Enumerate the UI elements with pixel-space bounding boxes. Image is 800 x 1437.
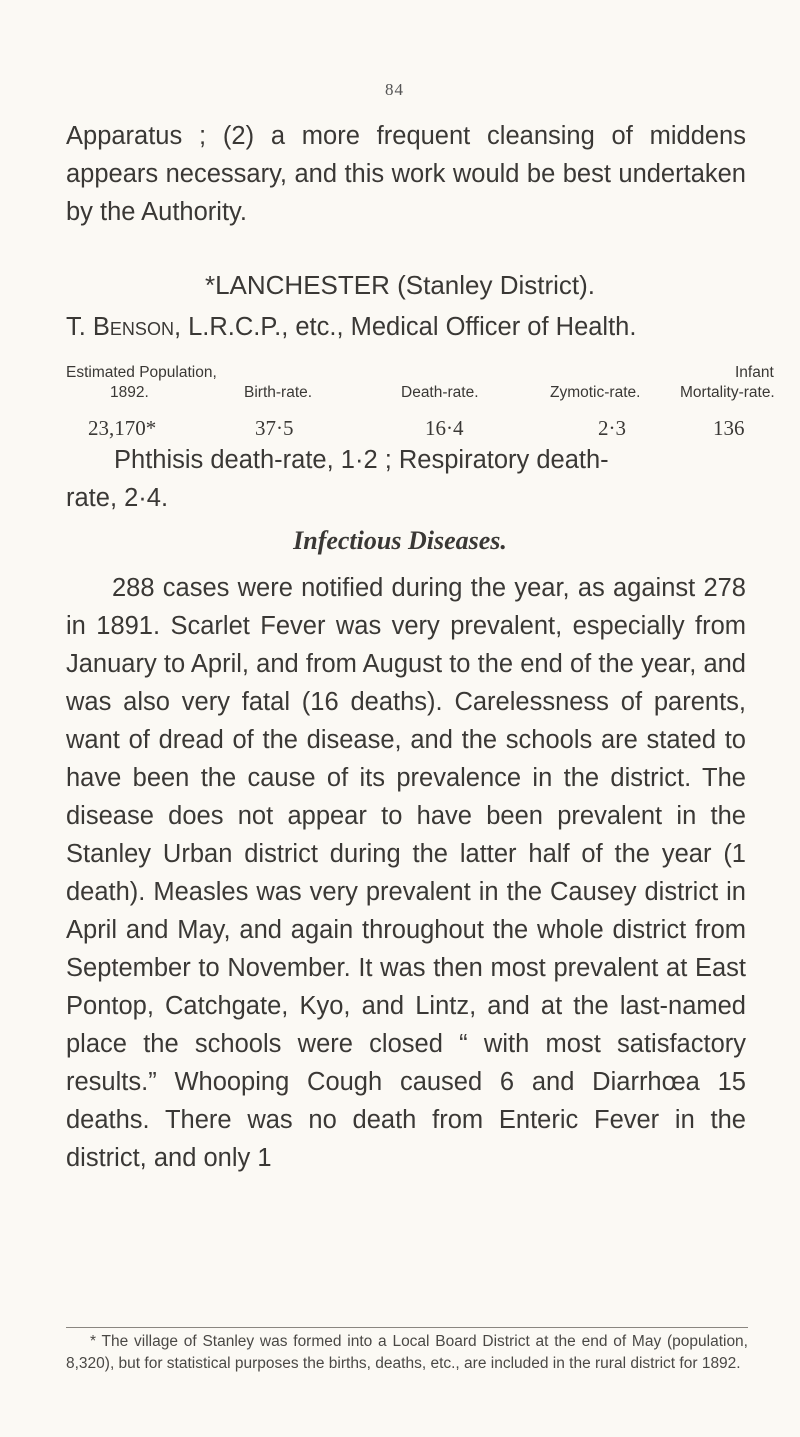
officer-title: L.R.C.P., etc., Medical Officer of Health. [181, 313, 637, 341]
vital-statistics-table [0, 364, 800, 444]
district-heading: *LANCHESTER (Stanley District). [204, 270, 596, 300]
stats-header-population-line1: Estimated Population, [66, 364, 217, 381]
officer-name: T. Benson, [66, 313, 182, 341]
intro-paragraph: Apparatus ; (2) a more frequent cleansing of middens appears necessary, and this work would be best undertaken by the Authority. [66, 122, 746, 226]
stats-value-infant-mortality: 136 [713, 416, 745, 440]
stats-header-infant-line2: Mortality-rate. [680, 384, 775, 401]
stats-value-birth-rate: 37·5 [255, 416, 294, 440]
stats-header-infant-line1: Infant [735, 364, 774, 381]
phthisis-line-1: Phthisis death-rate, 1·2 ; Respiratory death- [114, 446, 609, 474]
stats-header-death-rate: Death-rate. [401, 384, 479, 401]
page-number: 84 [385, 80, 404, 99]
stats-value-population: 23,170* [88, 416, 157, 440]
medical-officer-line [66, 313, 636, 342]
section-heading: Infectious Diseases. [293, 526, 507, 555]
stats-header-population-line2: 1892. [110, 384, 149, 401]
phthisis-line-2: rate, 2·4. [66, 484, 169, 512]
infectious-diseases-paragraph: 288 cases were notified during the year, as against 278 in 1891. Scarlet Fever was very prevalent, especially from January to April, and from August to the end of the year, and was also very fatal (16 deaths). Carelessness of parents, want of dread of the disease, and the schools are stated to have been the cause of its prevalence in the district. The disease does not appear to have been prevalent in the Stanley Urban district during the latter half of the year (1 death). Measles was very prevalent in the Causey district in April and May, and again throughout the whole district from September to November. It was then most prevalent at East Pontop, Catchgate, Kyo, and Lintz, and at the last-named place the schools were closed “ with most satisfactory results.” Whooping Cough caused 6 and Diarrhœa 15 deaths. There was no death from Enteric Fever in the district, and only 1 [66, 574, 746, 1172]
footnote-divider [66, 1327, 748, 1328]
stats-value-zymotic-rate: 2·3 [598, 416, 626, 440]
stats-header-birth-rate: Birth-rate. [244, 384, 313, 401]
stats-header-zymotic-rate: Zymotic-rate. [550, 384, 641, 401]
stats-value-death-rate: 16·4 [425, 416, 464, 440]
footnote: * The village of Stanley was formed into a Local Board District at the end of May (population, 8,320), but for statistical purposes the births, deaths, etc., are included in the rural district for 1892. [66, 1333, 748, 1372]
